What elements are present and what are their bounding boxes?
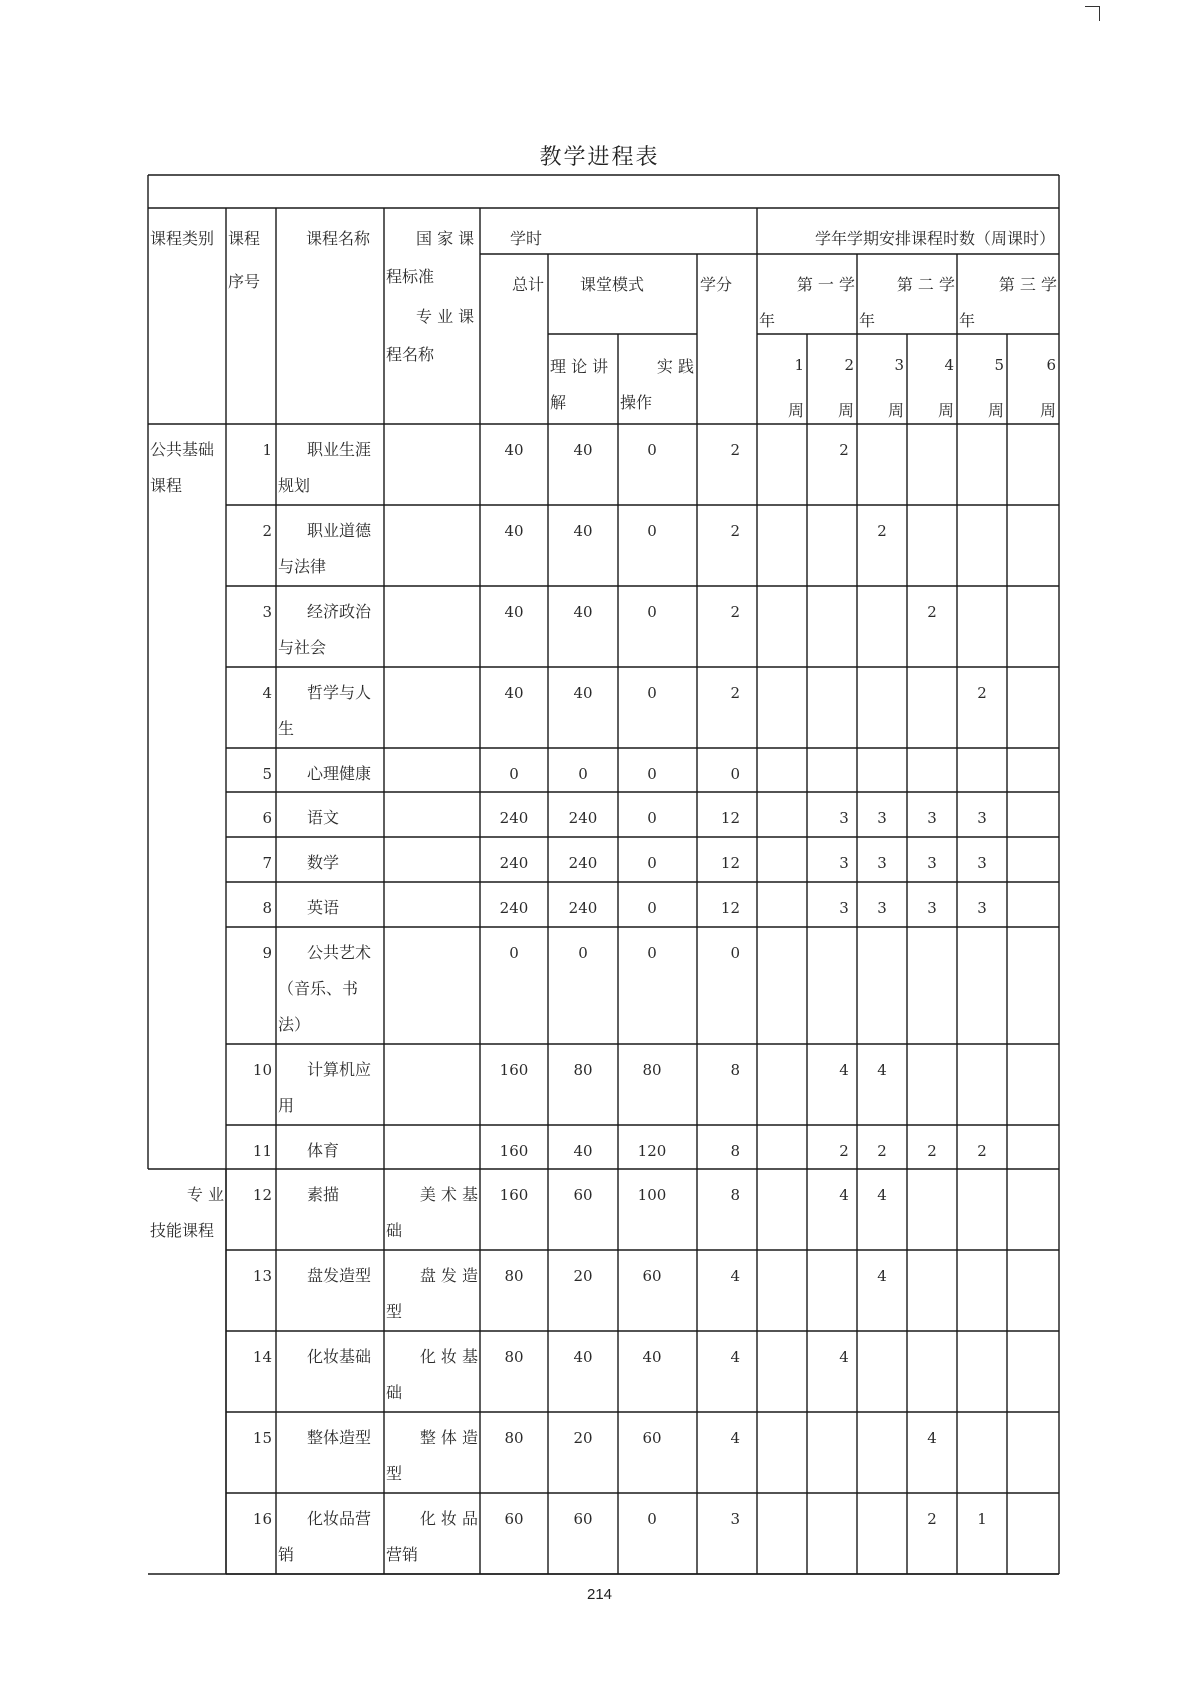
cell-standard: 型: [386, 1302, 403, 1321]
cell-course-no: 5: [262, 765, 272, 783]
cell-course-name: 计算机应: [307, 1060, 372, 1079]
cell-total: 240: [499, 899, 529, 917]
cell-practice: 0: [647, 522, 657, 540]
cell-credits: 4: [730, 1348, 740, 1366]
cell-term-4: 3: [977, 854, 987, 872]
cell-theory: 20: [573, 1429, 593, 1447]
cell-term-4: 1: [977, 1510, 987, 1528]
cell-standard: 盘 发 造: [419, 1266, 478, 1285]
cell-course-name: 用: [278, 1096, 295, 1115]
cell-term-2: 3: [877, 809, 887, 827]
cell-credits: 8: [730, 1186, 740, 1204]
cell-term-1: 3: [839, 854, 849, 872]
cell-practice: 100: [637, 1186, 667, 1204]
cell-term-4: 3: [977, 899, 987, 917]
cell-theory: 40: [573, 684, 593, 702]
cell-practice: 0: [647, 603, 657, 621]
cell-course-no: 2: [262, 522, 272, 540]
cell-practice: 0: [647, 944, 657, 962]
cell-practice: 0: [647, 684, 657, 702]
cell-practice: 0: [647, 809, 657, 827]
cell-term-1: 3: [839, 899, 849, 917]
cell-theory: 40: [573, 522, 593, 540]
header-course-no: 课程: [228, 229, 261, 248]
header-year-3: 第 三 学: [998, 275, 1057, 294]
cell-course-no: 1: [262, 441, 272, 459]
header-year-2: 第 二 学: [896, 275, 955, 294]
cell-credits: 4: [730, 1267, 740, 1285]
cell-practice: 40: [642, 1348, 662, 1366]
header-hours: 学时: [510, 229, 543, 248]
cell-course-no: 15: [252, 1429, 272, 1447]
cell-total: 160: [499, 1142, 529, 1160]
cell-course-name: 化妆基础: [307, 1347, 372, 1366]
header-week: 周: [887, 401, 904, 420]
cell-theory: 0: [578, 765, 588, 783]
cell-standard: 化 妆 品: [419, 1509, 478, 1528]
header-total: 总计: [512, 275, 545, 294]
cell-theory: 40: [573, 1348, 593, 1366]
cell-practice: 0: [647, 441, 657, 459]
cell-course-no: 16: [252, 1510, 272, 1528]
cell-total: 80: [504, 1267, 524, 1285]
cell-total: 80: [504, 1429, 524, 1447]
cell-term-4: 2: [977, 684, 987, 702]
cell-theory: 240: [568, 809, 598, 827]
header-practice: 操作: [620, 393, 653, 412]
cell-term-1: 2: [839, 441, 849, 459]
header-class-mode: 课堂模式: [580, 275, 645, 294]
cell-course-name: 法）: [278, 1015, 311, 1034]
cell-total: 240: [499, 809, 529, 827]
cell-total: 40: [504, 603, 524, 621]
cell-practice: 0: [647, 1510, 657, 1528]
cell-course-name: 与法律: [278, 557, 327, 576]
cell-course-name: 职业生涯: [307, 440, 372, 459]
cell-practice: 60: [642, 1267, 662, 1285]
cell-practice: 120: [637, 1142, 667, 1160]
cell-theory: 240: [568, 899, 598, 917]
cell-term-3: 4: [927, 1429, 937, 1447]
cell-term-1: 4: [839, 1186, 849, 1204]
page-title: 教学进程表: [539, 145, 660, 170]
cell-practice: 0: [647, 899, 657, 917]
cell-theory: 60: [573, 1186, 593, 1204]
cell-theory: 20: [573, 1267, 593, 1285]
category-public: 公共基础: [150, 440, 215, 459]
cell-theory: 60: [573, 1510, 593, 1528]
page-number: 214: [586, 1586, 613, 1603]
cell-total: 40: [504, 684, 524, 702]
cell-theory: 40: [573, 441, 593, 459]
cell-term-2: 4: [877, 1061, 887, 1079]
cell-theory: 40: [573, 603, 593, 621]
cell-course-name: 公共艺术: [307, 943, 372, 962]
cell-course-name: 盘发造型: [307, 1266, 372, 1285]
cell-total: 60: [504, 1510, 524, 1528]
header-year-2: 年: [859, 311, 876, 330]
cell-practice: 80: [642, 1061, 662, 1079]
header-standard: 程标准: [386, 267, 435, 286]
header-theory: 理 论 讲: [550, 357, 609, 376]
cell-credits: 8: [730, 1142, 740, 1160]
cell-course-no: 9: [262, 944, 272, 962]
cell-credits: 2: [730, 522, 740, 540]
cell-credits: 8: [730, 1061, 740, 1079]
cell-term-4: 3: [977, 809, 987, 827]
cell-total: 160: [499, 1186, 529, 1204]
cell-term-1: 3: [839, 809, 849, 827]
cell-credits: 12: [720, 809, 740, 827]
cell-course-name: 整体造型: [307, 1428, 372, 1447]
header-year-3: 年: [959, 311, 976, 330]
cell-course-name: 数学: [307, 853, 340, 872]
cell-credits: 2: [730, 441, 740, 459]
cell-course-no: 6: [262, 809, 272, 827]
cell-practice: 0: [647, 765, 657, 783]
header-term-5: 5: [994, 356, 1004, 374]
cell-standard: 整 体 造: [419, 1428, 478, 1447]
header-week: 周: [1039, 401, 1056, 420]
cell-course-name: 职业道德: [307, 521, 372, 540]
cell-term-2: 2: [877, 522, 887, 540]
cell-theory: 0: [578, 944, 588, 962]
cell-term-2: 3: [877, 854, 887, 872]
header-course-name: 课程名称: [306, 229, 371, 248]
cell-credits: 2: [730, 684, 740, 702]
cell-term-3: 3: [927, 899, 937, 917]
cell-course-no: 7: [262, 854, 272, 872]
cell-standard: 础: [386, 1221, 403, 1240]
cell-credits: 12: [720, 899, 740, 917]
cell-term-2: 3: [877, 899, 887, 917]
cell-standard: 化 妆 基: [419, 1347, 478, 1366]
cell-total: 240: [499, 854, 529, 872]
cell-course-name: 素描: [307, 1185, 340, 1204]
cell-term-1: 4: [839, 1061, 849, 1079]
header-term-2: 2: [844, 356, 854, 374]
header-course-no: 序号: [228, 272, 261, 291]
cell-standard: 型: [386, 1464, 403, 1483]
cell-course-name: 规划: [278, 476, 311, 495]
cell-credits: 2: [730, 603, 740, 621]
cell-practice: 0: [647, 854, 657, 872]
cell-term-3: 2: [927, 1510, 937, 1528]
header-week: 周: [937, 401, 954, 420]
header-year-1: 年: [759, 311, 776, 330]
category-public: 课程: [150, 476, 183, 495]
cell-term-4: 2: [977, 1142, 987, 1160]
cell-total: 0: [509, 944, 519, 962]
cell-course-name: 生: [278, 719, 295, 738]
cell-term-3: 2: [927, 1142, 937, 1160]
header-credits: 学分: [700, 275, 733, 294]
cell-term-1: 4: [839, 1348, 849, 1366]
cell-term-3: 2: [927, 603, 937, 621]
header-term-1: 1: [794, 356, 804, 374]
cell-course-no: 14: [252, 1348, 272, 1366]
header-week: 周: [787, 401, 804, 420]
cell-course-name: 销: [278, 1545, 295, 1564]
cell-credits: 12: [720, 854, 740, 872]
header-standard: 国 家 课: [416, 229, 475, 248]
cell-total: 0: [509, 765, 519, 783]
cell-term-1: 2: [839, 1142, 849, 1160]
cell-credits: 4: [730, 1429, 740, 1447]
cell-term-2: 2: [877, 1142, 887, 1160]
cell-total: 40: [504, 441, 524, 459]
category-professional: 技能课程: [150, 1221, 215, 1240]
cell-credits: 3: [730, 1510, 740, 1528]
cell-course-no: 10: [252, 1061, 272, 1079]
header-theory: 解: [550, 393, 567, 412]
cell-course-no: 8: [262, 899, 272, 917]
header-term-3: 3: [894, 356, 904, 374]
cell-credits: 0: [730, 765, 740, 783]
cell-course-name: 经济政治: [307, 602, 372, 621]
cell-standard: 美 术 基: [419, 1185, 478, 1204]
cell-total: 160: [499, 1061, 529, 1079]
cell-practice: 60: [642, 1429, 662, 1447]
cell-theory: 80: [573, 1061, 593, 1079]
cell-term-2: 4: [877, 1267, 887, 1285]
cell-standard: 营销: [386, 1545, 419, 1564]
cell-standard: 础: [386, 1383, 403, 1402]
header-practice: 实 践: [656, 357, 694, 376]
cell-course-name: 心理健康: [307, 764, 372, 783]
cell-course-name: 语文: [307, 808, 340, 827]
cell-total: 40: [504, 522, 524, 540]
cell-total: 80: [504, 1348, 524, 1366]
cell-course-no: 11: [252, 1142, 272, 1160]
cell-theory: 40: [573, 1142, 593, 1160]
cell-course-name: 化妆品营: [307, 1509, 372, 1528]
cell-course-name: 哲学与人: [307, 683, 372, 702]
header-term-6: 6: [1046, 356, 1056, 374]
header-schedule: 学年学期安排课程时数（周课时）: [814, 229, 1055, 248]
header-week: 周: [987, 401, 1004, 420]
cell-course-no: 4: [262, 684, 272, 702]
cell-course-no: 3: [262, 603, 272, 621]
header-standard: 专 业 课: [416, 307, 475, 326]
cell-theory: 240: [568, 854, 598, 872]
header-year-1: 第 一 学: [796, 275, 855, 294]
header-week: 周: [837, 401, 854, 420]
cell-term-2: 4: [877, 1186, 887, 1204]
cell-course-name: 体育: [307, 1141, 340, 1160]
cell-course-name: 英语: [307, 898, 340, 917]
cell-course-name: （音乐、书: [278, 979, 359, 998]
cell-course-no: 12: [252, 1186, 272, 1204]
header-standard: 程名称: [386, 345, 435, 364]
header-course-category: 课程类别: [150, 229, 215, 248]
cell-term-3: 3: [927, 854, 937, 872]
cell-term-3: 3: [927, 809, 937, 827]
cell-credits: 0: [730, 944, 740, 962]
cell-course-name: 与社会: [278, 638, 327, 657]
cell-course-no: 13: [252, 1267, 272, 1285]
header-term-4: 4: [944, 356, 954, 374]
category-professional: 专 业: [186, 1185, 224, 1204]
